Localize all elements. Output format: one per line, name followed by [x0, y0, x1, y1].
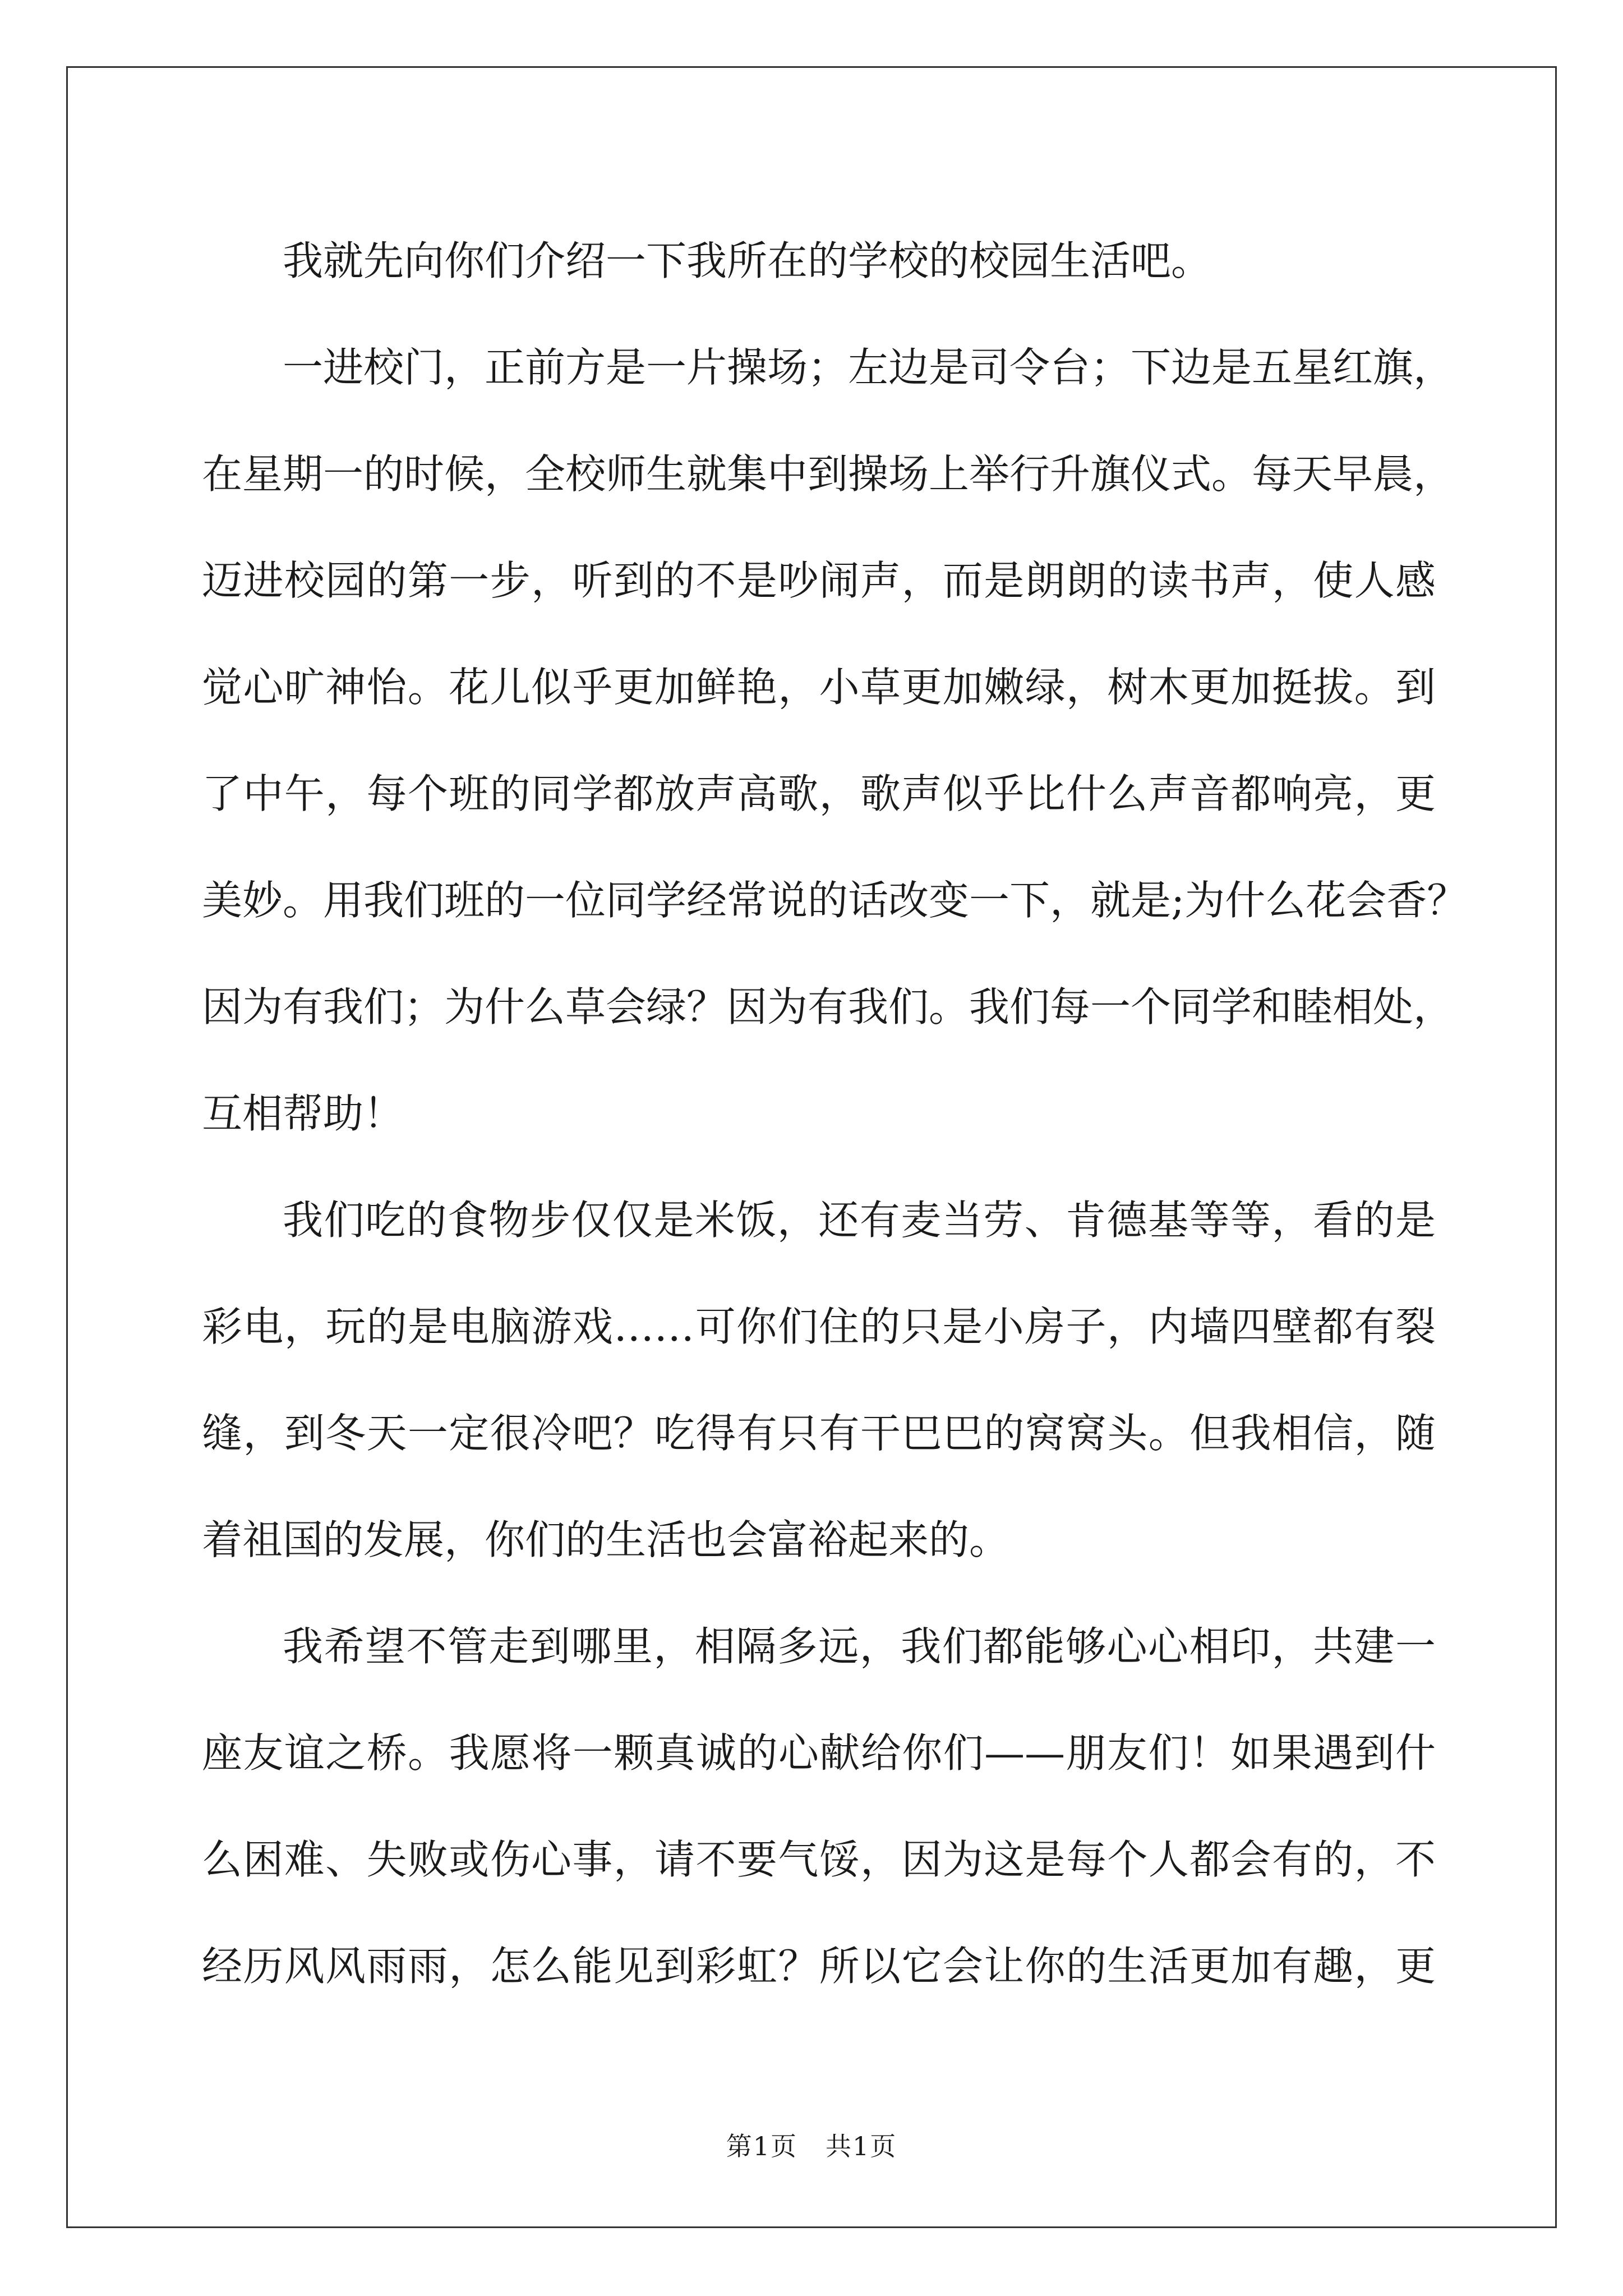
- paragraph-4-line-3: 么困难、失败或伤心事，请不要气馁，因为这是每个人都会有的，不: [202, 1836, 1436, 1883]
- paragraph-2-line-8: 互相帮助！: [202, 1090, 404, 1137]
- paragraph-2-line-3: 迈进校园的第一步，听到的不是吵闹声，而是朗朗的读书声，使人感: [202, 557, 1436, 604]
- paragraph-2-line-1: 一进校门，正前方是一片操场；左边是司令台；下边是五星红旗，: [283, 344, 1454, 391]
- paragraph-4-line-2: 座友谊之桥。我愿将一颗真诚的心献给你们——朋友们！如果遇到什: [202, 1729, 1436, 1777]
- page-footer: [0, 2126, 1623, 2163]
- paragraph-3-line-1: 我们吃的食物步仅仅是米饭，还有麦当劳、肯德基等等，看的是: [283, 1197, 1436, 1244]
- page-total: 共1页: [826, 2131, 897, 2161]
- paragraph-4-line-4: 经历风风雨雨，怎么能见到彩虹？所以它会让你的生活更加有趣，更: [202, 1943, 1436, 1990]
- paragraph-2-line-2: 在星期一的时候，全校师生就集中到操场上举行升旗仪式。每天早晨，: [202, 450, 1454, 498]
- paragraph-4-line-1: 我希望不管走到哪里，相隔多远，我们都能够心心相印，共建一: [283, 1623, 1436, 1670]
- paragraph-1-line-1: 我就先向你们介绍一下我所在的学校的校园生活吧。: [283, 237, 1212, 284]
- paragraph-3-line-2: 彩电，玩的是电脑游戏……可你们住的只是小房子，内墙四壁都有裂: [202, 1303, 1436, 1350]
- paragraph-3-line-4: 着祖国的发展，你们的生活也会富裕起来的。: [202, 1516, 1010, 1563]
- paragraph-2-line-5: 了中午，每个班的同学都放声高歌，歌声似乎比什么声音都响亮，更: [202, 770, 1436, 817]
- paragraph-3-line-3: 缝，到冬天一定很冷吧？吃得有只有干巴巴的窝窝头。但我相信，随: [202, 1410, 1436, 1457]
- paragraph-2-line-6: 美妙。用我们班的一位同学经常说的话改变一下，就是;为什么花会香？: [202, 877, 1468, 924]
- paragraph-2-line-4: 觉心旷神怡。花儿似乎更加鲜艳，小草更加嫩绿，树木更加挺拔。到: [202, 664, 1436, 711]
- page-number: 第1页: [726, 2131, 797, 2161]
- document-body: [202, 208, 1468, 2019]
- paragraph-2-line-7: 因为有我们；为什么草会绿？因为有我们。我们每一个同学和睦相处，: [202, 983, 1454, 1030]
